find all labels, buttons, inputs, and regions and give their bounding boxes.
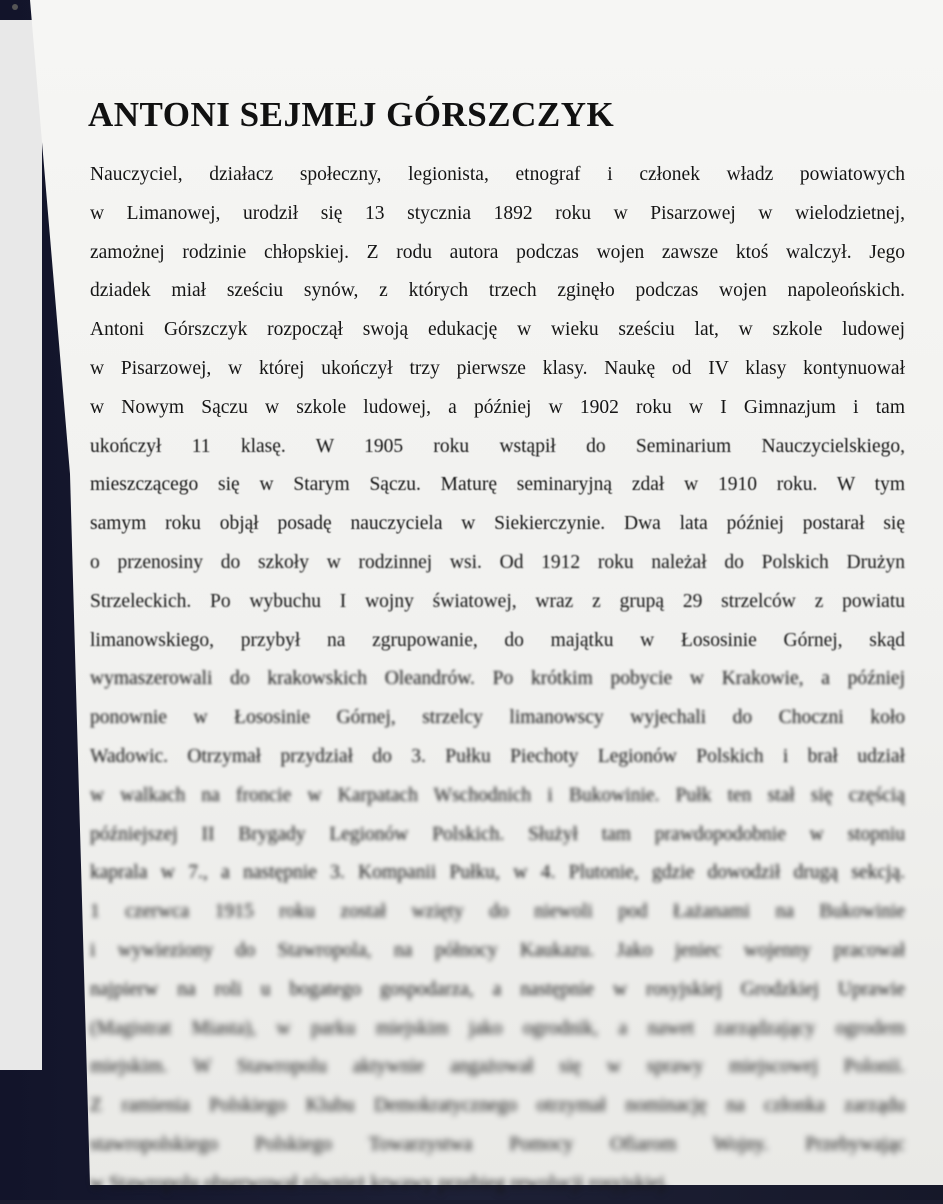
text-line: 1 czerwca 1915 roku został wzięty do niewoli pod Łażanami na Bukowinie: [90, 901, 905, 923]
adjacent-sheet: [0, 20, 42, 1070]
text-line: w Nowym Sączu w szkole ludowej, a później w 1902 roku w I Gimnazjum i tam: [90, 396, 905, 418]
text-line: i wywieziony do Stawropola, na północy Kaukazu. Jako jeniec wojenny pracował: [90, 939, 905, 961]
text-line: mieszczącego się w Starym Sączu. Maturę seminaryjną zdał w 1910 roku. W tym: [90, 474, 905, 496]
poster-title: ANTONI SEJMEJ GÓRSZCZYK: [88, 95, 615, 134]
text-line: najpierw na roli u bogatego gospodarza, a następnie w rosyjskiej Grodzkiej Uprawie: [90, 978, 905, 1000]
text-line: późniejszej II Brygady Legionów Polskich. Służył tam prawdopodobnie w stopniu: [90, 823, 905, 845]
text-line: Antoni Górszczyk rozpoczął swoją edukację w wieku sześciu lat, w szkole ludowej: [90, 319, 905, 341]
text-line: zamożnej rodzinie chłopskiej. Z rodu autora podczas wojen zawsze ktoś walczył. Jego: [90, 241, 905, 263]
text-line: stawropolskiego Polskiego Towarzystwa Pomocy Ofiarom Wojny. Przebywając: [90, 1133, 905, 1155]
text-line: ukończył 11 klasę. W 1905 roku wstąpił do Seminarium Nauczycielskiego,: [90, 435, 905, 457]
text-line: ponownie w Łososinie Górnej, strzelcy limanowscy wyjechali do Choczni koło: [90, 707, 905, 729]
text-line: dziadek miał sześciu synów, z których trzech zginęło podczas wojen napoleońskich.: [90, 280, 905, 302]
text-line: w Limanowej, urodził się 13 stycznia 1892 roku w Pisarzowej w wielodzietnej,: [90, 202, 905, 224]
text-line: Strzeleckich. Po wybuchu I wojny światowej, wraz z grupą 29 strzelców z powiatu: [90, 590, 905, 612]
pin-dot: [12, 4, 18, 10]
text-line: w Pisarzowej, w której ukończył trzy pierwsze klasy. Naukę od IV klasy kontynuował: [90, 357, 905, 379]
text-line: Nauczyciel, działacz społeczny, legionista, etnograf i członek władz powiatowych: [90, 164, 905, 185]
text-line: limanowskiego, przybył na zgrupowanie, do majątku w Łososinie Górnej, skąd: [90, 629, 905, 651]
text-line: miejskim. W Stawropolu aktywnie angażował się w sprawy miejscowej Polonii.: [90, 1056, 905, 1078]
text-line: wymaszerowali do krakowskich Oleandrów. Po krótkim pobycie w Krakowie, a później: [90, 668, 905, 690]
biography-text: [90, 156, 905, 1204]
text-line: (Magistrat Miasta), w parku miejskim jako ogrodnik, a nawet zarządzający ogrodem: [90, 1017, 905, 1039]
text-line: Z ramienia Polskiego Klubu Demokratycznego otrzymał nominację na członka zarządu: [90, 1095, 905, 1117]
text-line: kaprala w 7., a następnie 3. Kompanii Pułku, w 4. Plutonie, gdzie dowodził drugą sekcją.: [90, 862, 905, 884]
text-line: w Stawropolu obserwował również krwawy przebieg rewolucji rosyjskiej.: [90, 1172, 670, 1194]
text-line: Wadowic. Otrzymał przydział do 3. Pułku Piechoty Legionów Polskich i brał udział: [90, 745, 905, 767]
text-line: o przenosiny do szkoły w rodzinnej wsi. Od 1912 roku należał do Polskich Drużyn: [90, 551, 905, 573]
text-line: samym roku objął posadę nauczyciela w Siekierczynie. Dwa lata później postarał się: [90, 513, 905, 535]
text-line: w walkach na froncie w Karpatach Wschodnich i Bukowinie. Pułk ten stał się częścią: [90, 784, 905, 806]
